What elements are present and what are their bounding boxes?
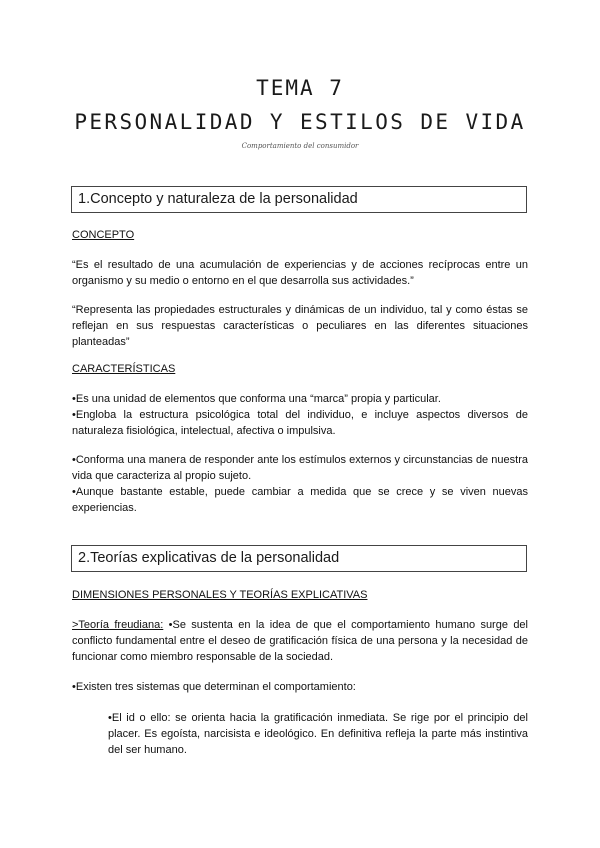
caracteristica-bullet-4: •Aunque bastante estable, puede cambiar a medida que se crece y se viven nuevas experiencias. <box>72 486 528 514</box>
page-subtitle: Comportamiento del consumidor <box>241 142 359 150</box>
freud-paragraph <box>72 617 528 665</box>
page-title: TEMA 7 <box>256 76 344 100</box>
caracteristicas-label: CARACTERÍSTICAS <box>72 363 176 375</box>
id-paragraph: •El id o ello: se orienta hacia la gratificación inmediata. Se rige por el principio del placer. Es egoísta, narcisista e ideológico. En definitiva refleja la parte más instintiva del ser humano. <box>108 712 528 756</box>
dimensiones-label: DIMENSIONES PERSONALES Y TEORÍAS EXPLICATIVAS <box>72 589 368 601</box>
sistemas-paragraph: •Existen tres sistemas que determinan el comportamiento: <box>72 681 356 693</box>
concepto-quote-1: “Es el resultado de una acumulación de experiencias y de acciones recíprocas entre un organismo y su medio o entorno en el que desarrolla sus actividades.” <box>72 259 528 287</box>
caracteristica-bullet-1: •Es una unidad de elementos que conforma una “marca” propia y particular. <box>72 393 441 405</box>
section-heading-teorias: 2.Teorías explicativas de la personalidad <box>71 545 527 572</box>
caracteristica-bullet-2: •Engloba la estructura psicológica total del individuo, e incluye aspectos diversos de naturaleza fisiológica, intelectual, afectiva o impulsiva. <box>72 409 528 437</box>
freud-label: >Teoría freudiana: <box>72 619 164 631</box>
concepto-quote-2: “Representa las propiedades estructurales y dinámicas de un individuo, tal y como éstas se reflejan en sus respuestas características o peculiares en las diferentes situaciones planteadas” <box>72 304 528 348</box>
section-heading-concepto: 1.Concepto y naturaleza de la personalidad <box>71 186 527 213</box>
freud-text: •Se sustenta en la idea de que el comportamiento humano surge del conflicto fundamental entre el deseo de gratificación física de una persona y la necesidad de funcionar como miembro responsable de la sociedad. <box>72 619 528 663</box>
concepto-label: CONCEPTO <box>72 229 135 241</box>
page-title-subject: PERSONALIDAD Y ESTILOS DE VIDA <box>74 110 526 134</box>
caracteristica-bullet-3: •Conforma una manera de responder ante los estímulos externos y circunstancias de nuestra vida que caracteriza al propio sujeto. <box>72 454 528 482</box>
